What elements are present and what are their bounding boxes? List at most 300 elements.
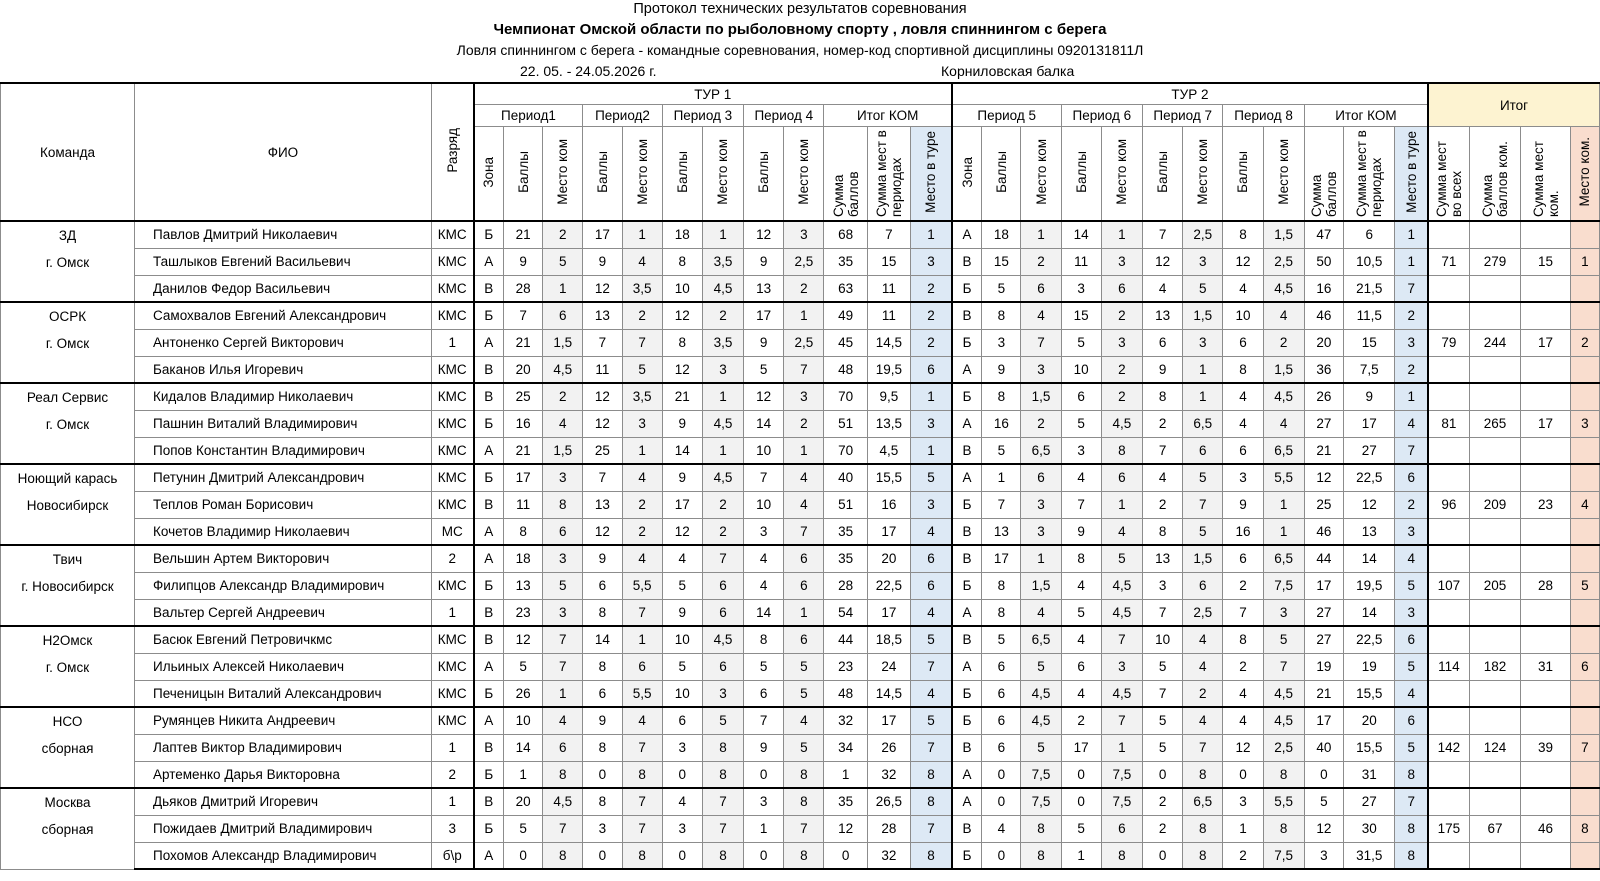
col-place-p8: Место ком [1263, 127, 1304, 222]
tour1-value: 17 [662, 491, 702, 518]
tour2-value: А [952, 221, 982, 248]
tour2-value: 1 [1101, 491, 1142, 518]
tour2-value: Б [952, 275, 982, 302]
tour1-value: 1,5 [543, 437, 583, 464]
tour1-value: 1 [744, 815, 784, 842]
tour1-value: Б [474, 221, 504, 248]
tour2-value: 5 [1101, 545, 1142, 572]
table-row [1, 356, 1600, 383]
tour2-value: 0 [1143, 842, 1183, 869]
tour1-value: 5 [911, 626, 952, 653]
tour2-value: 10,5 [1343, 248, 1395, 275]
tour2-value: 8 [1223, 221, 1263, 248]
tour2-value: 6,5 [1263, 437, 1304, 464]
team-name: Твич [52, 552, 83, 567]
total-empty [1521, 302, 1570, 329]
tour1-value: 1 [543, 680, 583, 707]
col-place-tour-2: Место в туре [1395, 127, 1428, 222]
tour1-value: А [474, 518, 504, 545]
tour1-value: 9 [744, 248, 784, 275]
tour2-value: 7,5 [1101, 788, 1142, 815]
tour2-value: 2 [1021, 410, 1061, 437]
tour1-value: А [474, 653, 504, 680]
tour1-value: 14 [662, 437, 702, 464]
tour1-value: 0 [662, 761, 702, 788]
tour2-value: 8 [1101, 437, 1142, 464]
tour1-value: 17 [867, 599, 910, 626]
tour1-value: 7 [744, 707, 784, 734]
tour1-value: 6 [784, 572, 824, 599]
tour1-value: 34 [824, 734, 867, 761]
tour1-value: 6 [702, 653, 743, 680]
tour2-value: 27 [1304, 626, 1343, 653]
athlete-name: Теплов Роман Борисович [135, 491, 432, 518]
tour2-value: 27 [1304, 410, 1343, 437]
col-points-p4: Баллы [744, 127, 784, 222]
tour1-value: 3,5 [622, 275, 662, 302]
team-city: сборная [41, 741, 94, 756]
tour2-value: 8 [1183, 842, 1223, 869]
tour2-value: 10 [1061, 356, 1101, 383]
tour1-value: 5 [702, 707, 743, 734]
tour1-value: 8 [622, 761, 662, 788]
team-name-cell [1, 383, 135, 464]
tour2-value: 5 [1143, 653, 1183, 680]
tour1-value: 51 [824, 410, 867, 437]
tour2-value: 3 [1183, 329, 1223, 356]
tour1-value: 5 [504, 653, 543, 680]
total-empty [1521, 761, 1570, 788]
tour2-value: 3 [1021, 491, 1061, 518]
tour2-value: 4 [1061, 464, 1101, 491]
tour1-value: 17 [867, 518, 910, 545]
tour1-value: 1,5 [543, 329, 583, 356]
tour1-value: 8 [504, 518, 543, 545]
tour1-value: 0 [583, 761, 622, 788]
tour2-value: 50 [1304, 248, 1343, 275]
table-row [1, 518, 1600, 545]
tour1-value: 20 [504, 788, 543, 815]
team-city: г. Омск [45, 660, 90, 675]
discipline-line: Ловля спиннингом с берега - командные соревнования, номер-код спортивной дисциплины 0920131811Л [456, 42, 1144, 58]
athlete-name: Баканов Илья Игоревич [135, 356, 432, 383]
tour1-value: 28 [504, 275, 543, 302]
col-place-p3: Место ком [702, 127, 743, 222]
tour2-value: 15,5 [1343, 734, 1395, 761]
tour1-value: 7 [543, 653, 583, 680]
tour2-value: 4,5 [1263, 707, 1304, 734]
tour1-value: 0 [504, 842, 543, 869]
tour2-value: 1 [1021, 545, 1061, 572]
tour1-value: 5 [662, 572, 702, 599]
total-sum-places-all: 71 [1428, 248, 1469, 275]
tour2-value: 31 [1343, 761, 1395, 788]
tour2-value: 1,5 [1183, 545, 1223, 572]
tour2-value: 2 [1223, 842, 1263, 869]
total-empty [1469, 518, 1521, 545]
tour1-value: 14 [744, 599, 784, 626]
tour1-header: ТУР 1 [474, 83, 952, 105]
tour1-value: 3 [784, 221, 824, 248]
athlete-rank: 1 [431, 734, 473, 761]
tour1-value: 4 [784, 464, 824, 491]
tour2-value: 8 [982, 383, 1021, 410]
tour1-value: 9 [744, 329, 784, 356]
tour2-value: 12 [1223, 248, 1263, 275]
tour1-value: 2 [702, 302, 743, 329]
tour2-value: 4,5 [1101, 680, 1142, 707]
total-empty [1469, 761, 1521, 788]
tour1-value: 1 [911, 437, 952, 464]
tour1-value: 1 [702, 437, 743, 464]
tour2-value: 5 [1263, 626, 1304, 653]
tour2-value: В [952, 302, 982, 329]
tour2-value: 5 [1021, 734, 1061, 761]
col-points-p5: Баллы [982, 127, 1021, 222]
tour2-value: 17 [1304, 572, 1343, 599]
tour1-value: 25 [504, 383, 543, 410]
tour2-value: 4 [1223, 275, 1263, 302]
tour1-value: 8 [784, 788, 824, 815]
tour1-value: 5 [911, 707, 952, 734]
tour2-value: 1 [1395, 221, 1428, 248]
tour2-value: 4,5 [1263, 275, 1304, 302]
tour2-value: 7 [1395, 788, 1428, 815]
tour2-value: 12 [1304, 815, 1343, 842]
col-rank-header: Разряд [431, 83, 473, 221]
tour2-value: 1 [1223, 815, 1263, 842]
tour2-value: 3 [1395, 329, 1428, 356]
tour2-value: 4 [1263, 410, 1304, 437]
table-row [1, 248, 1600, 275]
team-name-cell [1, 302, 135, 383]
total-empty [1521, 464, 1570, 491]
tour2-value: 46 [1304, 302, 1343, 329]
table-row [1, 410, 1600, 437]
tour2-value: 6,5 [1021, 437, 1061, 464]
team-city: г. Омск [45, 255, 90, 270]
team-final-place: 4 [1570, 491, 1599, 518]
tour1-value: В [474, 734, 504, 761]
athlete-name: Ильиных Алексей Николаевич [135, 653, 432, 680]
tour1-value: 6 [583, 572, 622, 599]
total-empty [1428, 599, 1469, 626]
tour2-value: 2 [1263, 329, 1304, 356]
tour1-value: 3 [662, 734, 702, 761]
tour1-value: 6 [744, 680, 784, 707]
tour2-value: 5 [1183, 464, 1223, 491]
team-final-place-empty [1570, 842, 1599, 869]
tour2-value: 4 [982, 815, 1021, 842]
tour1-value: 7 [543, 815, 583, 842]
tour2-value: 8 [1395, 761, 1428, 788]
tour1-value: 5 [662, 653, 702, 680]
team-city: г. Омск [45, 417, 90, 432]
tour2-value: 7 [1143, 680, 1183, 707]
tour2-value: 2 [1101, 302, 1142, 329]
tour2-value: 7,5 [1343, 356, 1395, 383]
team-final-place: 1 [1570, 248, 1599, 275]
tour2-value: 17 [982, 545, 1021, 572]
tour2-value: 11,5 [1343, 302, 1395, 329]
table-row [1, 572, 1600, 599]
tour1-value: 13 [583, 491, 622, 518]
team-name-cell [1, 707, 135, 788]
tour2-value: 0 [1061, 788, 1101, 815]
tour2-value: 12 [1343, 491, 1395, 518]
tour2-value: 5 [1061, 410, 1101, 437]
tour2-value: 8 [1395, 815, 1428, 842]
tour2-value: 6 [1343, 221, 1395, 248]
tour2-value: В [952, 248, 982, 275]
total-empty [1521, 356, 1570, 383]
team-name-cell [1, 626, 135, 707]
total-empty [1469, 707, 1521, 734]
tour1-value: 8 [702, 761, 743, 788]
tour1-value: Б [474, 464, 504, 491]
tour1-value: 48 [824, 680, 867, 707]
total-empty [1469, 221, 1521, 248]
tour2-value: 47 [1304, 221, 1343, 248]
tour2-value: 4 [1223, 707, 1263, 734]
tour2-value: 15 [1061, 302, 1101, 329]
athlete-rank: КМС [431, 356, 473, 383]
tour1-value: 5,5 [622, 572, 662, 599]
tour2-value: 4 [1021, 302, 1061, 329]
tour2-value: 4 [1395, 410, 1428, 437]
tour1-value: 8 [622, 842, 662, 869]
team-final-place-empty [1570, 437, 1599, 464]
tour2-value: 5 [1061, 599, 1101, 626]
tour2-value: 19 [1343, 653, 1395, 680]
tour1-value: 51 [824, 491, 867, 518]
tour1-value: 6 [662, 707, 702, 734]
tour2-value: 16 [1223, 518, 1263, 545]
tour2-value: 46 [1304, 518, 1343, 545]
total-sum-places: 46 [1521, 815, 1570, 842]
total-sum-points: 279 [1469, 248, 1521, 275]
tour1-value: 6 [702, 572, 743, 599]
athlete-rank: КМС [431, 707, 473, 734]
tour1-value: 11 [867, 275, 910, 302]
team-final-place: 3 [1570, 410, 1599, 437]
table-row [1, 599, 1600, 626]
table-row [1, 221, 1600, 248]
tour1-value: 1 [911, 383, 952, 410]
tour2-value: 3 [1304, 842, 1343, 869]
tour1-value: 12 [504, 626, 543, 653]
tour1-value: 3 [543, 464, 583, 491]
tour1-value: 68 [824, 221, 867, 248]
tour2-value: 3 [1395, 599, 1428, 626]
tour1-value: 32 [824, 707, 867, 734]
total-empty [1521, 383, 1570, 410]
tour2-value: 3 [1061, 275, 1101, 302]
total-header: Итог [1428, 83, 1599, 127]
col-sum-points-1: Сумма баллов [824, 127, 867, 222]
team-final-place-empty [1570, 626, 1599, 653]
tour2-value: 27 [1304, 599, 1343, 626]
team-final-place-empty [1570, 518, 1599, 545]
tour2-value: 7 [1143, 221, 1183, 248]
tour2-header: ТУР 2 [952, 83, 1428, 105]
tour2-value: 2 [1223, 653, 1263, 680]
tour1-value: 12 [662, 518, 702, 545]
tour2-value: 13 [1343, 518, 1395, 545]
team-final-place-empty [1570, 221, 1599, 248]
total-empty [1428, 221, 1469, 248]
tour1-value: 3 [702, 680, 743, 707]
tour2-value: 27 [1343, 437, 1395, 464]
tour2-value: Б [952, 842, 982, 869]
tour1-value: 20 [867, 545, 910, 572]
tour2-value: 1 [1395, 383, 1428, 410]
tour2-value: 8 [1223, 626, 1263, 653]
tour1-value: 12 [744, 221, 784, 248]
tour2-value: 5,5 [1263, 788, 1304, 815]
athlete-name: Филипцов Александр Владимирович [135, 572, 432, 599]
total-sum-places: 17 [1521, 329, 1570, 356]
col-points-p2: Баллы [583, 127, 622, 222]
tour1-value: 21 [662, 383, 702, 410]
team-final-place-empty [1570, 464, 1599, 491]
tour1-value: В [474, 626, 504, 653]
tour1-value: 32 [867, 842, 910, 869]
tour1-value: 10 [744, 437, 784, 464]
tour1-value: 6 [622, 653, 662, 680]
total-sum-places: 28 [1521, 572, 1570, 599]
total-sum-places: 39 [1521, 734, 1570, 761]
tour2-value: 4 [1061, 680, 1101, 707]
tour1-value: 2 [911, 275, 952, 302]
tour2-value: 8 [1183, 815, 1223, 842]
tour2-value: 4 [1183, 707, 1223, 734]
athlete-name: Похомов Александр Владимирович [135, 842, 432, 869]
team-city: Новосибирск [26, 498, 109, 513]
team-city: сборная [41, 822, 94, 837]
tour2-value: 8 [1021, 815, 1061, 842]
tour2-value: 1 [1263, 491, 1304, 518]
tour1-value: 6 [784, 626, 824, 653]
team-name-cell [1, 788, 135, 869]
total-empty [1428, 518, 1469, 545]
table-row [1, 383, 1600, 410]
tour2-value: 30 [1343, 815, 1395, 842]
tour1-value: 6 [543, 518, 583, 545]
tour2-value: 7 [1263, 653, 1304, 680]
col-zone-1: Зона [474, 127, 504, 222]
tour1-value: 10 [744, 491, 784, 518]
tour1-value: 5 [911, 464, 952, 491]
tour1-value: 7 [702, 815, 743, 842]
tour1-value: 12 [583, 383, 622, 410]
col-points-p3: Баллы [662, 127, 702, 222]
tour2-value: 16 [1304, 275, 1343, 302]
championship-title: Чемпионат Омской области по рыболовному спорту , ловля спиннингом с берега [493, 21, 1107, 38]
total-empty [1428, 707, 1469, 734]
tour1-value: 21 [504, 221, 543, 248]
tour2-value: 9 [1143, 356, 1183, 383]
tour2-value: 0 [1143, 761, 1183, 788]
tour1-value: 26 [504, 680, 543, 707]
tour1-value: 7 [622, 734, 662, 761]
tour2-value: 9 [1061, 518, 1101, 545]
tour1-value: 44 [824, 626, 867, 653]
total-empty [1428, 788, 1469, 815]
period7-header: Период 7 [1143, 105, 1223, 127]
tour1-value: 4 [744, 572, 784, 599]
col-sum-places-1: Сумма мест в периодах [867, 127, 910, 222]
tour1-value: 4 [784, 491, 824, 518]
tour1-value: 1 [622, 221, 662, 248]
tour2-value: В [952, 734, 982, 761]
total-empty [1469, 275, 1521, 302]
tour2-value: 3 [1021, 518, 1061, 545]
tour2-value: В [952, 626, 982, 653]
tour2-value: 11 [1061, 248, 1101, 275]
athlete-rank: 1 [431, 788, 473, 815]
tour1-value: 7 [784, 356, 824, 383]
tour1-value: 8 [662, 329, 702, 356]
col-points-p7: Баллы [1143, 127, 1183, 222]
col-place-p7: Место ком [1183, 127, 1223, 222]
tour1-value: 4 [622, 248, 662, 275]
tour2-value: 4 [1223, 383, 1263, 410]
tour1-value: В [474, 275, 504, 302]
total-empty [1521, 275, 1570, 302]
tour2-value: 2 [1021, 248, 1061, 275]
team-final-place-empty [1570, 545, 1599, 572]
tour2-value: 6 [1395, 626, 1428, 653]
tour2-value: 2 [1143, 491, 1183, 518]
total-empty [1428, 680, 1469, 707]
total-sum-places-all: 79 [1428, 329, 1469, 356]
tour1-value: 7 [702, 788, 743, 815]
team-final-place-empty [1570, 302, 1599, 329]
athlete-name: Пашнин Виталий Владимирович [135, 410, 432, 437]
team-city: г. Новосибирск [21, 579, 114, 594]
total-sum-places-all: 81 [1428, 410, 1469, 437]
tour1-value: 2 [622, 302, 662, 329]
tour2-value: 1,5 [1183, 302, 1223, 329]
period6-header: Период 6 [1061, 105, 1142, 127]
tour2-value: 22,5 [1343, 464, 1395, 491]
tour2-value: 1 [1021, 221, 1061, 248]
itog-kom1-header: Итог КОМ [824, 105, 952, 127]
total-empty [1469, 842, 1521, 869]
tour1-value: 4,5 [867, 437, 910, 464]
tour1-value: В [474, 491, 504, 518]
tour1-value: 4 [543, 410, 583, 437]
tour2-value: 40 [1304, 734, 1343, 761]
tour2-value: Б [952, 491, 982, 518]
tour1-value: 6 [911, 545, 952, 572]
tour1-value: 12 [583, 275, 622, 302]
period8-header: Период 8 [1223, 105, 1304, 127]
tour1-value: 2 [622, 491, 662, 518]
tour2-value: 15 [982, 248, 1021, 275]
tour2-value: В [952, 815, 982, 842]
team-name: Москва [44, 795, 91, 810]
team-final-place-empty [1570, 383, 1599, 410]
col-place-p1: Место ком [543, 127, 583, 222]
tour2-value: 4 [1143, 275, 1183, 302]
tour1-value: 3 [543, 599, 583, 626]
tour1-value: 7 [583, 464, 622, 491]
tour2-value: 5 [1304, 788, 1343, 815]
tour1-value: А [474, 707, 504, 734]
tour2-value: 15 [1343, 329, 1395, 356]
